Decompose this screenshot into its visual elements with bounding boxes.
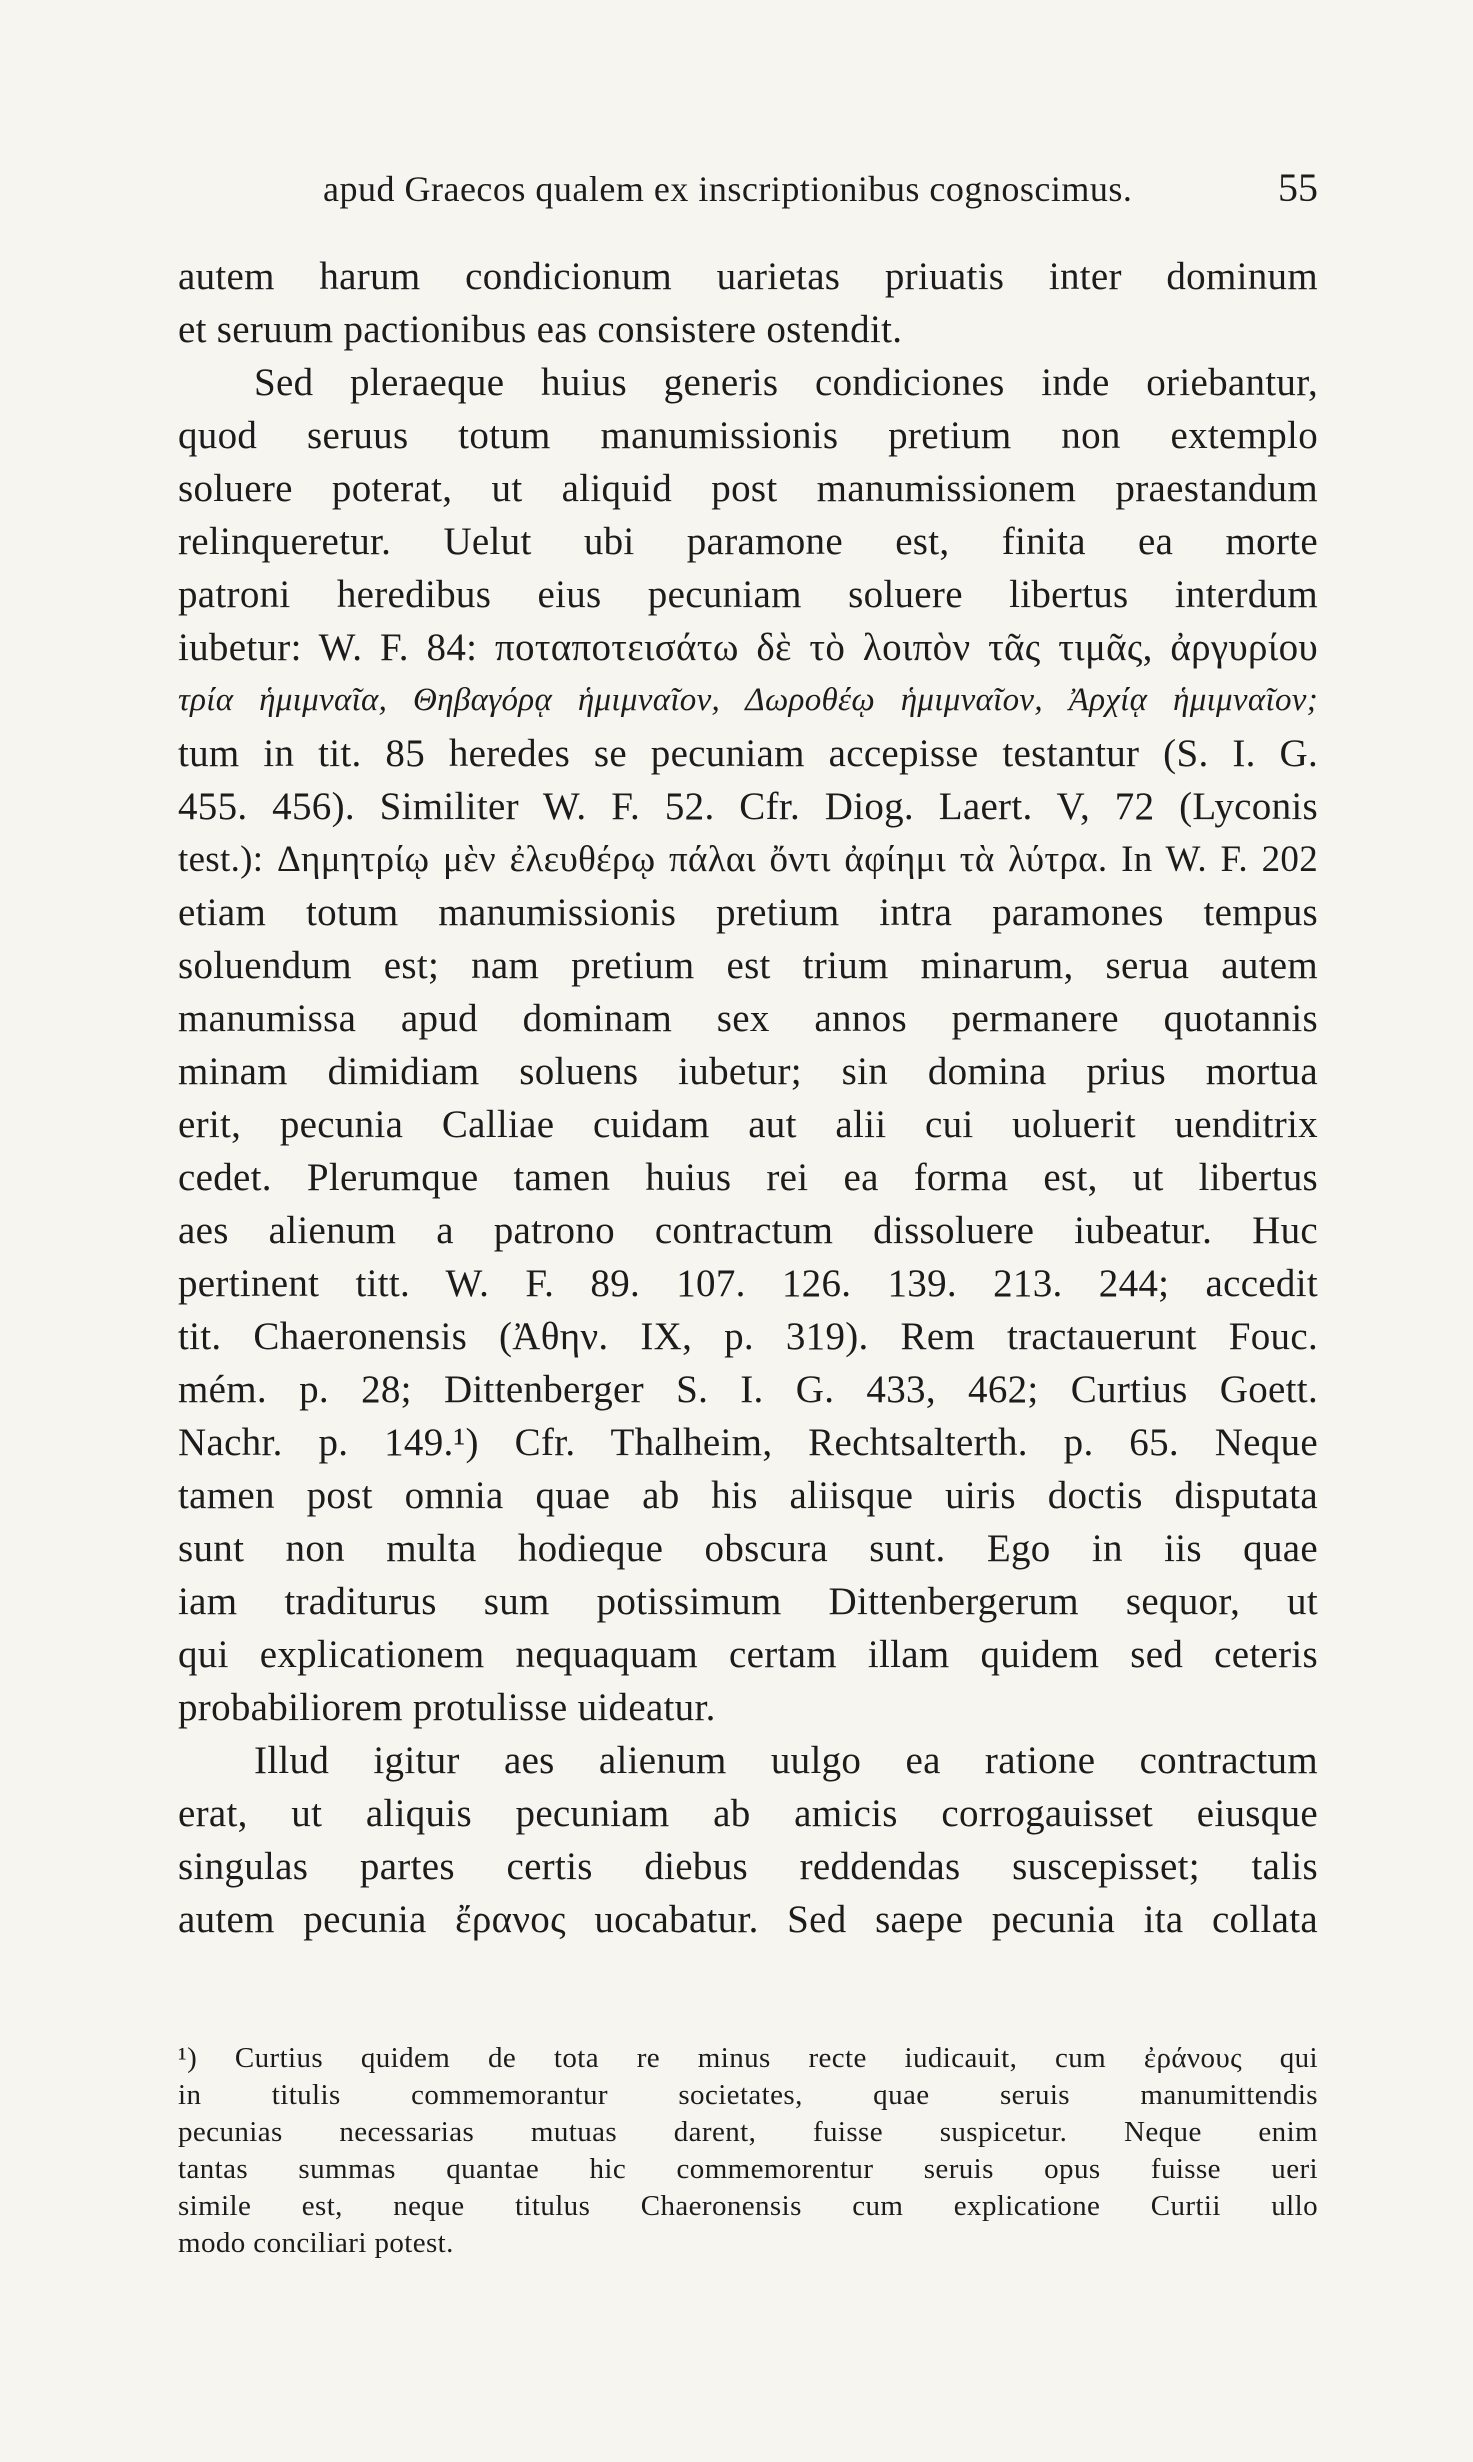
text-line: Illud igitur aes alienum uulgo ea ratione contractum [254,1739,1318,1782]
footnote-line: simile est, neque titulus Chaeronensis cum explicatione Curtii ullo [178,2190,1318,2222]
footnotes [178,2040,1318,2262]
text-line: qui explicationem nequaquam certam illam quidem sed ceteris [178,1633,1318,1676]
text-line: et seruum pactionibus eas consistere ostendit. [178,308,903,351]
footnote-line: in titulis commemorantur societates, quae seruis manumittendis [178,2079,1318,2111]
page-number: 55 [1278,165,1318,210]
text-line: soluendum est; nam pretium est trium minarum, serua autem [178,944,1318,987]
text-line: relinqueretur. Uelut ubi paramone est, finita ea morte [178,520,1318,563]
text-line: test.): Δημητρίῳ μὲν ἐλευθέρῳ πάλαι ὄντι ἀφίημι τὰ λύτρα. In W. F. 202 [178,839,1318,880]
text-line: etiam totum manumissionis pretium intra paramones tempus [178,891,1318,934]
text-line-greek: τρία ἡμιμναῖα, Θηβαγόρᾳ ἡμιμναῖον, Δωροθέῳ ἡμιμναῖον, Ἀρχίᾳ ἡμιμναῖον; [178,682,1318,718]
text-line: singulas partes certis diebus reddendas suscepisset; talis [178,1845,1318,1888]
text-line: sunt non multa hodieque obscura sunt. Ego in iis quae [178,1527,1318,1570]
text-line: erat, ut aliquis pecuniam ab amicis corrogauisset eiusque [178,1792,1318,1835]
running-head [178,165,1318,218]
text-line: pertinent titt. W. F. 89. 107. 126. 139. 213. 244; accedit [178,1262,1318,1305]
text-line: aes alienum a patrono contractum dissoluere iubeatur. Huc [178,1209,1318,1252]
body-text [178,250,1318,1946]
text-line: tit. Chaeronensis (Ἀθην. IX, p. 319). Rem tractauerunt Fouc. [178,1315,1318,1358]
text-line: soluere poterat, ut aliquid post manumissionem praestandum [178,467,1318,510]
text-line: probabiliorem protulisse uideatur. [178,1686,716,1729]
text-line: tum in tit. 85 heredes se pecuniam accepisse testantur (S. I. G. [178,732,1318,775]
footnote-line: tantas summas quantae hic commemorentur seruis opus fuisse ueri [178,2153,1318,2185]
text-line: Sed pleraeque huius generis condiciones inde oriebantur, [254,361,1318,404]
text-line: patroni heredibus eius pecuniam soluere libertus interdum [178,573,1318,616]
text-line: 455. 456). Similiter W. F. 52. Cfr. Diog. Laert. V, 72 (Lyconis [178,785,1318,828]
text-line: autem pecunia ἔρανος uocabatur. Sed saepe pecunia ita collata [178,1898,1318,1941]
text-line: quod seruus totum manumissionis pretium non extemplo [178,414,1318,457]
text-line: iubetur: W. F. 84: ποταποτεισάτω δὲ τὸ λοιπὸν τᾶς τιμᾶς, ἀργυρίου [178,626,1318,669]
text-line: mém. p. 28; Dittenberger S. I. G. 433, 462; Curtius Goett. [178,1368,1318,1411]
text-line: cedet. Plerumque tamen huius rei ea forma est, ut libertus [178,1156,1318,1199]
text-line: autem harum condicionum uarietas priuatis inter dominum [178,255,1318,298]
running-title: apud Graecos qualem ex inscriptionibus cognoscimus. [323,169,1133,209]
text-line: tamen post omnia quae ab his aliisque uiris doctis disputata [178,1474,1318,1517]
text-line: iam traditurus sum potissimum Dittenbergerum sequor, ut [178,1580,1318,1623]
text-line: erit, pecunia Calliae cuidam aut alii cui uoluerit uenditrix [178,1103,1318,1146]
footnote-line: modo conciliari potest. [178,2227,454,2259]
footnote-line: pecunias necessarias mutuas darent, fuisse suspicetur. Neque enim [178,2116,1318,2148]
footnote-line: ¹) Curtius quidem de tota re minus recte iudicauit, cum ἐράνους qui [178,2042,1318,2074]
text-line: Nachr. p. 149.¹) Cfr. Thalheim, Rechtsalterth. p. 65. Neque [178,1421,1318,1464]
text-line: manumissa apud dominam sex annos permanere quotannis [178,997,1318,1040]
text-line: minam dimidiam soluens iubetur; sin domina prius mortua [178,1050,1318,1093]
